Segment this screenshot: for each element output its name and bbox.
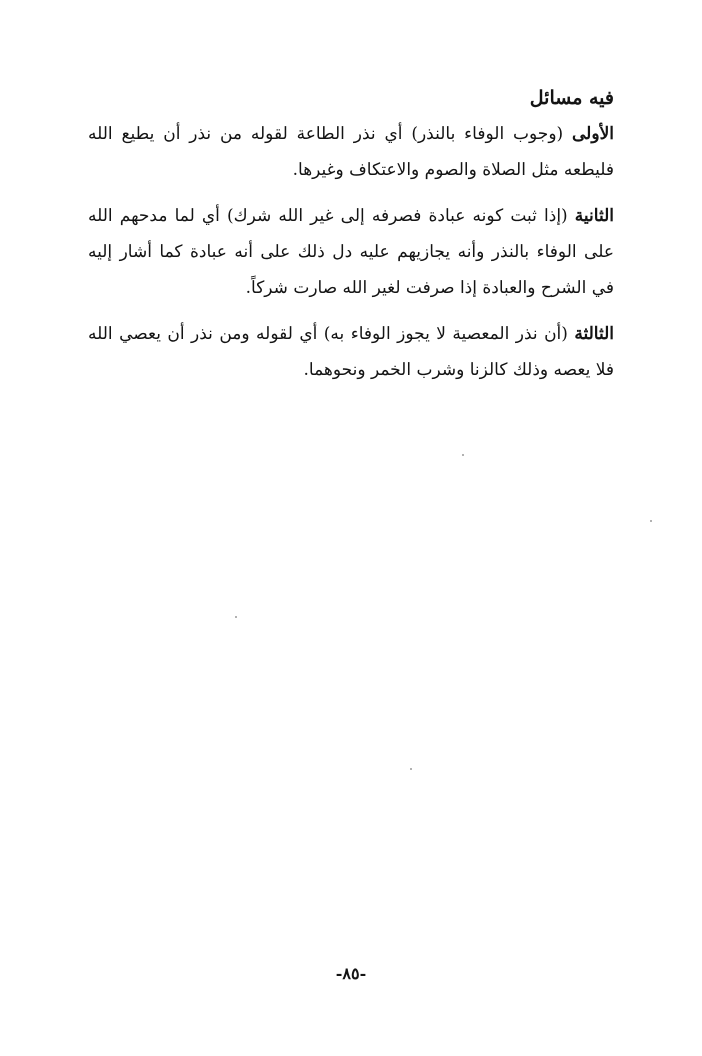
page-number: -٨٥- — [335, 964, 367, 983]
issue-label-3: الثالثة — [574, 324, 614, 344]
section-heading: فيه مسائل — [529, 87, 614, 109]
issue-paragraph-2 — [88, 198, 614, 306]
page-body — [88, 80, 614, 398]
issue-text-1: (وجوب الوفاء بالنذر) أي نذر الطاعة لقوله من نذر أن يطيع الله فليطعه مثل الصلاة والصوم والاعتكاف وغيرها. — [88, 124, 614, 180]
scan-speck — [462, 454, 464, 456]
issue-paragraph-3 — [88, 316, 614, 388]
issue-label-2: الثانية — [574, 206, 614, 226]
scan-speck — [410, 768, 412, 770]
issue-text-3: (أن نذر المعصية لا يجوز الوفاء به) أي لقوله ومن نذر أن يعصي الله فلا يعصه وذلك كالزنا وشرب الخمر ونحوهما. — [88, 324, 614, 380]
issue-paragraph-1 — [88, 116, 614, 188]
issue-text-2: (إذا ثبت كونه عبادة فصرفه إلى غير الله شرك) أي لما مدحهم الله على الوفاء بالنذر وأنه يجازيهم عليه دل ذلك على أنه عبادة كما أشار إليه في الشرح والعبادة إذا صرفت لغير الله صارت شركاً. — [88, 206, 614, 298]
scan-speck — [650, 520, 652, 522]
scan-speck — [235, 616, 237, 618]
issue-label-1: الأولى — [572, 124, 614, 144]
